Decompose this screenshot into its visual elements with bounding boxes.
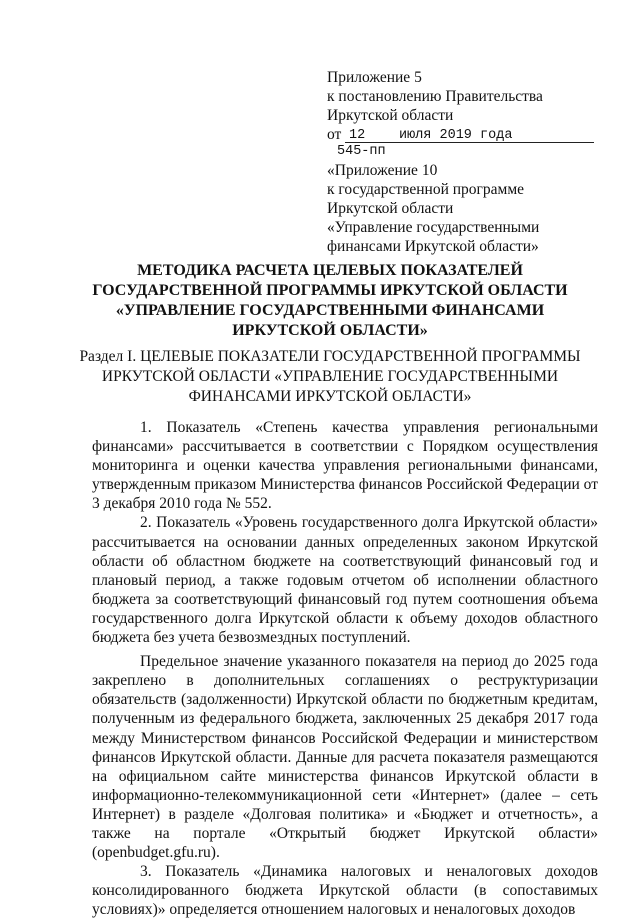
title-line: «УПРАВЛЕНИЕ ГОСУДАРСТВЕННЫМИ ФИНАНСАМИ (115, 302, 545, 319)
title-line: ГОСУДАРСТВЕННОЙ ПРОГРАММЫ ИРКУТСКОЙ ОБЛАСТИ (92, 282, 568, 299)
paragraph-1: 1. Показатель «Степень качества управления региональными финансами» рассчитывается в соответствии с Порядком осуществления мониторинга и оценки качества управления региональными финансами, утвержденным приказом Министерства финансов Российской Федерации от 3 декабря 2010 года № 552. (92, 419, 598, 513)
paragraph-4: 3. Показатель «Динамика налоговых и неналоговых доходов консолидированного бюджета Иркутской области (в сопоставимых условиях)» определяется отношением налоговых и неналоговых доходов (92, 863, 598, 919)
section-line: ИРКУТСКОЙ ОБЛАСТИ «УПРАВЛЕНИЕ ГОСУДАРСТВЕННЫМИ (101, 368, 559, 385)
title-line: ИРКУТСКОЙ ОБЛАСТИ» (232, 322, 428, 339)
paragraph-2: 2. Показатель «Уровень государственного долга Иркутской области» рассчитывается на основании данных определенных законом Иркутской области об областном бюджете на соответствующий финансовый год и плановый период, а также годовым отчетом об исполнении областного бюджета за соответствующий финансовый год путем соотношения объема государственного долга Иркутской области к объему доходов областного бюджета без учета безвозмездных поступлений. (92, 514, 598, 647)
section-line: Раздел I. ЦЕЛЕВЫЕ ПОКАЗАТЕЛИ ГОСУДАРСТВЕННОЙ ПРОГРАММЫ (79, 348, 581, 365)
appendix-block (327, 68, 627, 256)
document-title (60, 261, 600, 341)
appendix-date-line (327, 125, 627, 144)
section-heading (60, 347, 600, 407)
appendix-line: финансами Иркутской области» (327, 238, 539, 255)
paragraph-3: Предельное значение указанного показателя на период до 2025 года закреплено в дополнительных соглашениях о реструктуризации обязательств (задолженности) Иркутской области по бюджетным кредитам, полученным из федерального бюджета, заключенных 25 декабря 2017 года между Министерством финансов Российской Федерации и министерством финансов Иркутской области. Данные для расчета показателя размещаются на официальном сайте министерства финансов Иркутской области в информационно-телекоммуникационной сети «Интернет» (далее – сеть Интернет) в разделе «Долговая политика» и «Бюджет и отчетность», а также на портале «Открытый бюджет Иркутской области» (openbudget.gfu.ru). (92, 653, 598, 862)
appendix-line: Иркутской области (327, 107, 454, 124)
appendix-line: Иркутской области (327, 200, 454, 217)
appendix-line: к государственной программе (327, 181, 525, 198)
appendix-line: «Приложение 10 (327, 162, 438, 179)
appendix-line: Приложение 5 (327, 69, 422, 86)
section-line: ФИНАНСАМИ ИРКУТСКОЙ ОБЛАСТИ» (188, 388, 472, 405)
appendix-line: «Управление государственными (327, 219, 540, 236)
date-month-year: июля 2019 года (399, 128, 513, 143)
resolution-number: 545-пп (337, 144, 386, 159)
appendix-line: к постановлению Правительства (327, 88, 543, 105)
title-line: МЕТОДИКА РАСЧЕТА ЦЕЛЕВЫХ ПОКАЗАТЕЛЕЙ (137, 262, 523, 279)
date-day: 12 (349, 128, 366, 143)
document-body (92, 418, 598, 919)
date-prefix: от (327, 126, 342, 143)
